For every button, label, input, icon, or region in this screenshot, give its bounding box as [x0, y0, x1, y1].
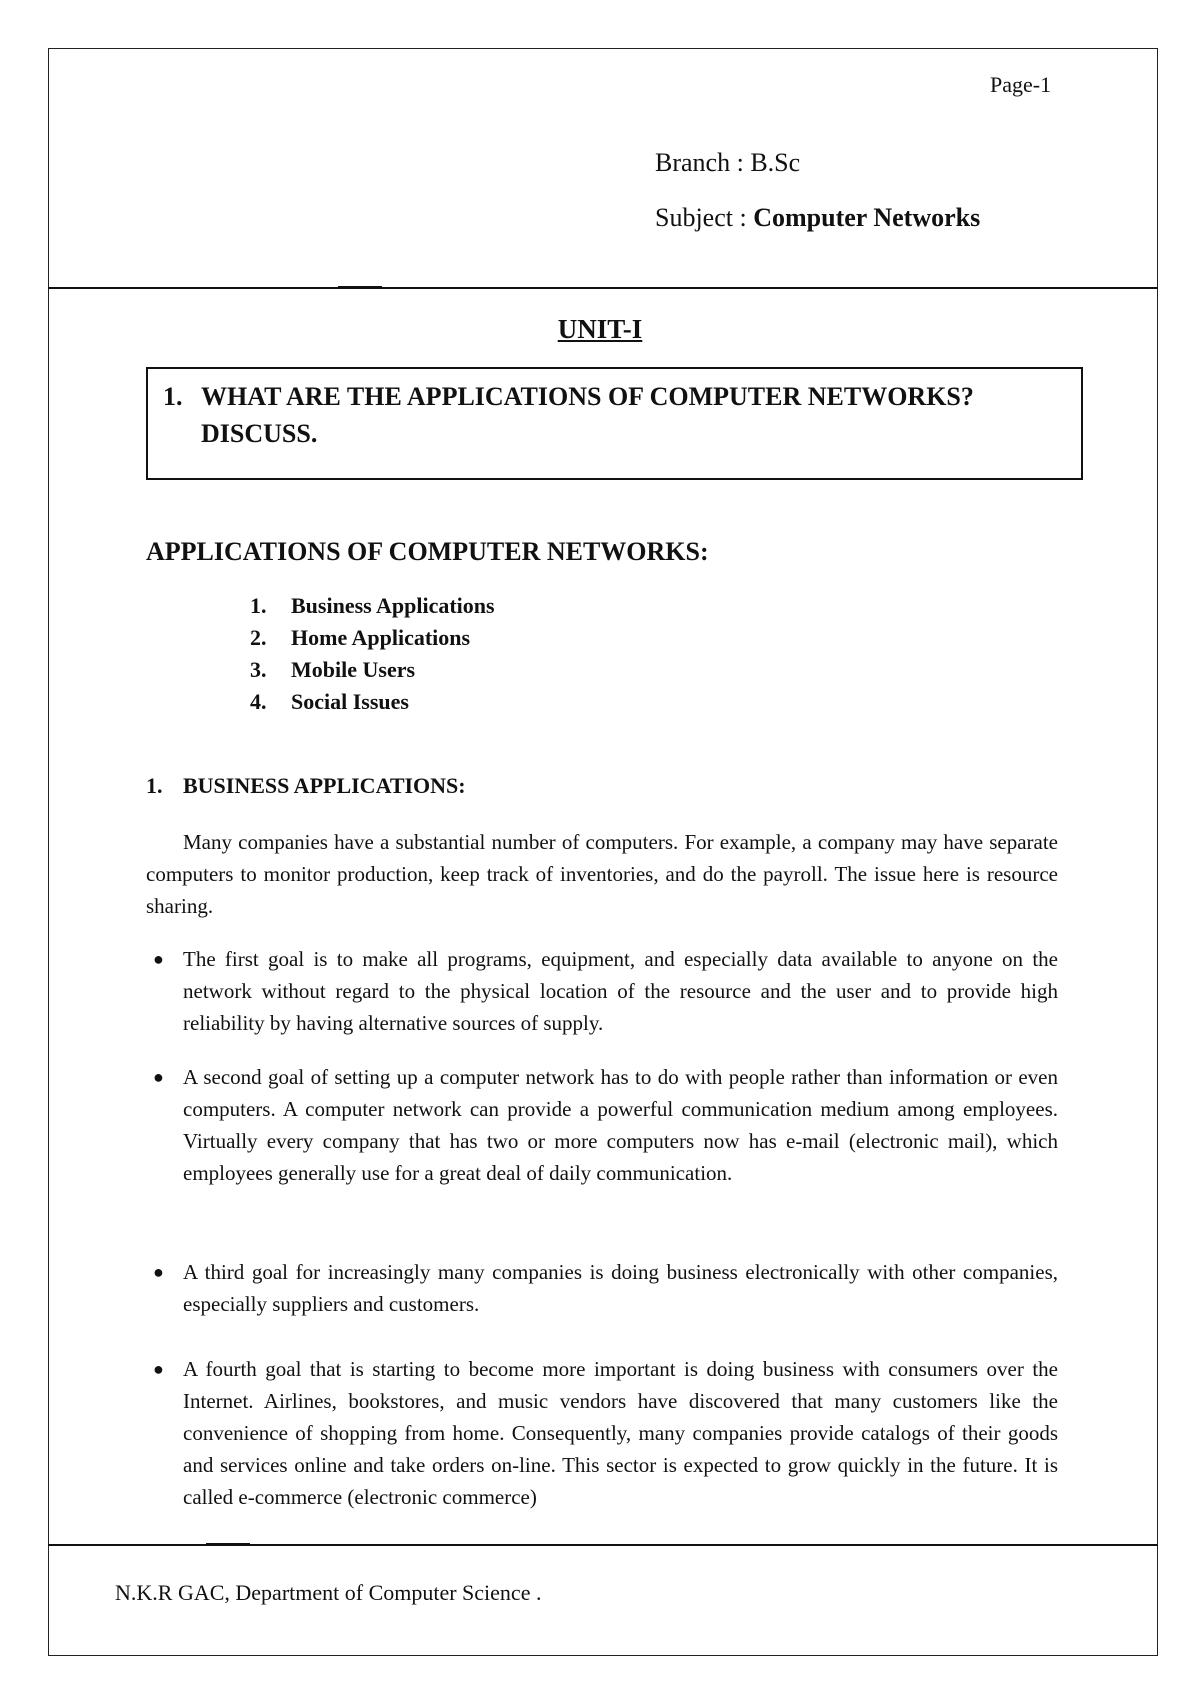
branch-line	[655, 148, 800, 178]
list-item: 4. Social Issues	[250, 689, 409, 714]
bullet-icon: ●	[153, 1359, 164, 1379]
header-divider-accent	[338, 286, 382, 289]
list-item: 3. Mobile Users	[250, 657, 416, 682]
subject-label: Subject :	[655, 203, 754, 232]
bullet-item: ● A third goal for increasingly many companies is doing business electronically with other companies, especially suppliers and customers.	[146, 1256, 1058, 1320]
applications-list	[250, 590, 495, 718]
branch-label: Branch :	[655, 148, 751, 177]
subject-line	[655, 203, 980, 233]
question-line-2: DISCUSS.	[201, 419, 318, 448]
bullet-item: ● A second goal of setting up a computer network has to do with people rather than information or even computers. A computer network can provide a powerful communication medium among employees. Virtually every company that has two or more computers now has e-mail (electronic mail), which employees generally use for a great deal of daily communication.	[146, 1061, 1058, 1189]
list-item: 1. Business Applications	[250, 593, 495, 618]
bullet-item: ● A fourth goal that is starting to become more important is doing business with consumers over the Internet. Airlines, bookstores, and music vendors have discovered that many customers like the convenience of shopping from home. Consequently, many companies provide catalogs of their goods and services online and take orders on-line. This sector is expected to grow quickly in the future. It is called e-commerce (electronic commerce)	[146, 1353, 1058, 1513]
branch-value: B.Sc	[750, 148, 801, 177]
header-divider	[48, 287, 1158, 289]
business-intro-paragraph: Many companies have a substantial number of computers. For example, a company may have separate computers to monitor production, keep track of inventories, and do the payroll. The issue here is resource sharing.	[146, 830, 1058, 918]
subject-value: Computer Networks	[753, 203, 981, 232]
bullet-icon: ●	[153, 949, 164, 969]
question-line-1: 1. WHAT ARE THE APPLICATIONS OF COMPUTER NETWORKS?	[163, 378, 1063, 415]
bullet-item: ● The first goal is to make all programs, equipment, and especially data available to anyone on the network without regard to the physical location of the resource and the user and to provide high reliability by having alternative sources of supply.	[146, 943, 1058, 1039]
unit-title: UNIT-I	[557, 314, 643, 344]
bullet-icon: ●	[153, 1262, 164, 1282]
page-number: Page-1	[990, 72, 1052, 97]
footer-divider-accent	[206, 1543, 250, 1546]
bullet-icon: ●	[153, 1067, 164, 1087]
business-heading: 1. BUSINESS APPLICATIONS:	[146, 773, 466, 798]
list-item: 2. Home Applications	[250, 625, 471, 650]
question-text	[163, 378, 1063, 452]
question-number: 1.	[163, 382, 183, 411]
section-heading: APPLICATIONS OF COMPUTER NETWORKS:	[146, 537, 709, 566]
footer-text: N.K.R GAC, Department of Computer Science .	[115, 1580, 542, 1605]
